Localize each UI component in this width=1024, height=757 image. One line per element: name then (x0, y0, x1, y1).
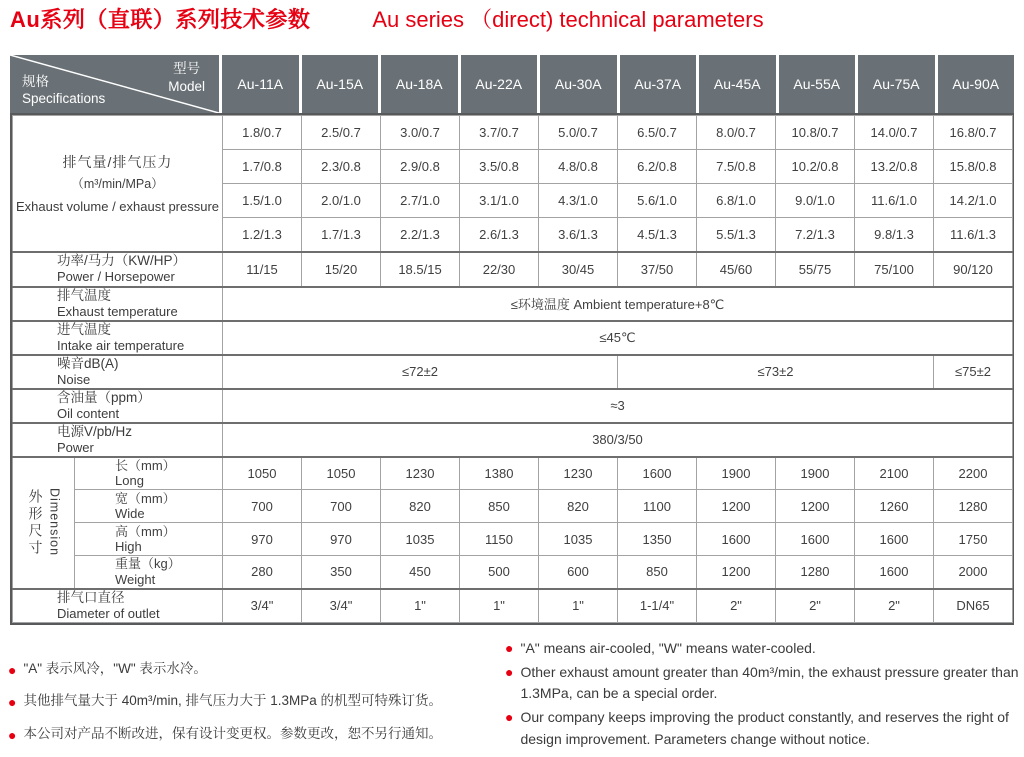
dimension-label-en: Dimension (47, 488, 62, 557)
table-cell: 3.0/0.7 (381, 116, 460, 150)
table-cell: 15.8/0.8 (934, 150, 1013, 184)
row-label-power-supply (13, 423, 223, 457)
table-row (13, 490, 1013, 523)
table-cell: 450 (381, 556, 460, 589)
power-hp-label-zh: 功率/马力（KW/HP） (57, 253, 187, 269)
table-cell: 7.5/0.8 (697, 150, 776, 184)
table-cell: 2.7/1.0 (381, 184, 460, 218)
weight-label-zh: 重量（kg） (115, 556, 181, 572)
dimension-label-zh: 外形尺寸 (27, 488, 44, 557)
table-cell: 500 (460, 556, 539, 589)
row-label-noise (13, 355, 223, 389)
table-cell: 5.5/1.3 (697, 218, 776, 252)
exhaust-temp-label-en: Exhaust temperature (57, 303, 178, 319)
footnote-item (505, 638, 1019, 660)
table-cell: 1230 (381, 457, 460, 490)
table-cell: 1200 (776, 490, 855, 523)
table-cell: 1035 (381, 523, 460, 556)
model-column-header: Au-75A (858, 55, 938, 113)
table-cell: 1900 (697, 457, 776, 490)
noise-value: ≤73±2 (618, 355, 934, 389)
bullet-icon: ● (505, 663, 514, 680)
spec-table (10, 113, 1014, 625)
table-cell: 2200 (934, 457, 1013, 490)
footnote-text: 其他排气量大于 40m³/min, 排气压力大于 1.3MPa 的机型可特殊订货。 (23, 693, 443, 709)
table-row (13, 287, 1013, 321)
footnote-text: Our company keeps improving the product constantly, and reserves the right of design improvement. Parameters change without notice. (520, 709, 1009, 747)
table-cell: 2" (855, 589, 934, 623)
table-row (13, 457, 1013, 490)
table-cell: 3/4" (223, 589, 302, 623)
footnotes-en (505, 638, 1019, 752)
footnote-text: Other exhaust amount greater than 40m³/min, the exhaust pressure greater than 1.3MPa, can be a special order. (520, 663, 1019, 702)
table-cell: 3/4" (302, 589, 381, 623)
table-cell: 1350 (618, 523, 697, 556)
table-cell: 2.0/1.0 (302, 184, 381, 218)
table-cell: 14.2/1.0 (934, 184, 1013, 218)
table-cell: 11/15 (223, 252, 302, 287)
table-cell: 1600 (697, 523, 776, 556)
footnotes-zh (8, 660, 488, 757)
table-cell: 700 (302, 490, 381, 523)
table-cell: 75/100 (855, 252, 934, 287)
row-label-power-hp (13, 252, 223, 287)
table-cell: 5.0/0.7 (539, 116, 618, 150)
table-cell: 2.3/0.8 (302, 150, 381, 184)
table-cell: 13.2/0.8 (855, 150, 934, 184)
page-title-en: Au series （direct) technical parameters (372, 7, 764, 32)
bullet-icon: ● (8, 726, 17, 743)
high-label-en: High (115, 539, 142, 554)
table-cell: 1" (381, 589, 460, 623)
power-supply-label-zh: 电源V/pb/Hz (57, 423, 133, 439)
table-cell: 45/60 (697, 252, 776, 287)
table-row (13, 116, 1013, 150)
table-cell: 850 (460, 490, 539, 523)
table-cell: 1.7/1.3 (302, 218, 381, 252)
table-cell: 2.5/0.7 (302, 116, 381, 150)
table-cell: 970 (302, 523, 381, 556)
table-cell: 6.2/0.8 (618, 150, 697, 184)
row-label-exhaust-temp (13, 287, 223, 321)
oil-label-en: Oil content (57, 405, 120, 421)
table-cell: 7.2/1.3 (776, 218, 855, 252)
table-cell: 820 (539, 490, 618, 523)
model-column-header: Au-45A (699, 55, 779, 113)
table-row (13, 523, 1013, 556)
table-cell: 1380 (460, 457, 539, 490)
bullet-icon: ● (505, 640, 514, 656)
table-cell: 3.1/1.0 (460, 184, 539, 218)
table-row (13, 355, 1013, 389)
outlet-label-zh: 排气口直径 (57, 590, 125, 606)
exhaust-temp-value: ≤环境温度 Ambient temperature+8℃ (223, 287, 1013, 321)
table-cell: 22/30 (460, 252, 539, 287)
row-label-long (75, 457, 223, 490)
table-row (13, 556, 1013, 589)
table-cell: 1900 (776, 457, 855, 490)
table-cell: 4.5/1.3 (618, 218, 697, 252)
model-header-label (168, 60, 205, 95)
table-cell: 700 (223, 490, 302, 523)
table-cell: 18.5/15 (381, 252, 460, 287)
table-cell: 2.9/0.8 (381, 150, 460, 184)
table-cell: 9.8/1.3 (855, 218, 934, 252)
bullet-icon: ● (8, 662, 17, 678)
table-cell: 1100 (618, 490, 697, 523)
outlet-label-en: Diameter of outlet (57, 606, 160, 622)
table-cell: 11.6/1.3 (934, 218, 1013, 252)
power-hp-label-en: Power / Horsepower (57, 269, 175, 285)
row-label-high (75, 523, 223, 556)
footnote-text: "A" means air-cooled, "W" means water-cooled. (520, 640, 816, 656)
intake-temp-value: ≤45℃ (223, 321, 1013, 355)
oil-value: ≈3 (223, 389, 1013, 423)
intake-temp-label-en: Intake air temperature (57, 337, 185, 353)
table-cell: 1050 (223, 457, 302, 490)
table-cell: 1230 (539, 457, 618, 490)
wide-label-zh: 宽（mm） (115, 490, 176, 506)
table-cell: 2.2/1.3 (381, 218, 460, 252)
table-cell: 1200 (697, 490, 776, 523)
table-cell: 1.8/0.7 (223, 116, 302, 150)
table-row (13, 589, 1013, 623)
page-title (10, 3, 764, 34)
table-cell: 10.2/0.8 (776, 150, 855, 184)
table-cell: 1280 (776, 556, 855, 589)
long-label-en: Long (115, 473, 144, 489)
table-cell: 14.0/0.7 (855, 116, 934, 150)
table-cell: 37/50 (618, 252, 697, 287)
table-cell: 350 (302, 556, 381, 589)
table-cell: 1.7/0.8 (223, 150, 302, 184)
table-cell: 2.6/1.3 (460, 218, 539, 252)
table-cell: 16.8/0.7 (934, 116, 1013, 150)
long-label-zh: 长（mm） (115, 457, 176, 473)
exhaust-label-zh: 排气量/排气压力 (62, 154, 173, 171)
page-title-zh: Au系列（直联）系列技术参数 (10, 7, 311, 32)
row-label-intake-temp (13, 321, 223, 355)
table-cell: 850 (618, 556, 697, 589)
spec-label-en: Specifications (22, 91, 106, 107)
table-cell: 4.8/0.8 (539, 150, 618, 184)
table-row (13, 252, 1013, 287)
model-label-zh: 型号 (173, 61, 201, 76)
noise-value: ≤72±2 (223, 355, 618, 389)
power-supply-value: 380/3/50 (223, 423, 1013, 457)
table-cell: 9.0/1.0 (776, 184, 855, 218)
spec-table-body (12, 115, 1013, 623)
oil-label-zh: 含油量（ppm） (57, 389, 151, 405)
table-cell: DN65 (934, 589, 1013, 623)
spec-model-diagonal-cell (10, 55, 222, 113)
wide-label-en: Wide (115, 506, 145, 521)
table-cell: 2000 (934, 556, 1013, 589)
row-label-weight (75, 556, 223, 589)
table-row (13, 423, 1013, 457)
row-label-wide (75, 490, 223, 523)
high-label-zh: 高（mm） (115, 523, 176, 539)
footnote-item (8, 660, 488, 680)
table-cell: 600 (539, 556, 618, 589)
table-cell: 10.8/0.7 (776, 116, 855, 150)
table-cell: 1600 (776, 523, 855, 556)
spec-label-zh: 规格 (22, 73, 49, 89)
table-cell: 1" (460, 589, 539, 623)
table-cell: 6.5/0.7 (618, 116, 697, 150)
table-cell: 1280 (934, 490, 1013, 523)
intake-temp-label-zh: 进气温度 (57, 321, 111, 337)
table-cell: 1050 (302, 457, 381, 490)
table-cell: 4.3/1.0 (539, 184, 618, 218)
model-label-en: Model (168, 78, 205, 94)
spec-header-label (22, 73, 105, 108)
footnote-item (8, 692, 488, 712)
table-cell: 1035 (539, 523, 618, 556)
table-cell: 2" (697, 589, 776, 623)
table-cell: 90/120 (934, 252, 1013, 287)
footnote-item (505, 662, 1019, 705)
table-cell: 1750 (934, 523, 1013, 556)
footnote-text: "A" 表示风冷，"W" 表示水冷。 (23, 661, 207, 676)
model-column-header: Au-22A (461, 55, 541, 113)
row-label-oil (13, 389, 223, 423)
table-cell: 55/75 (776, 252, 855, 287)
table-cell: 11.6/1.0 (855, 184, 934, 218)
table-row (13, 321, 1013, 355)
model-column-header: Au-55A (779, 55, 859, 113)
exhaust-label-unit: （m³/min/MPa） (71, 177, 164, 192)
model-column-header: Au-90A (938, 55, 1015, 113)
table-row (13, 389, 1013, 423)
table-cell: 8.0/0.7 (697, 116, 776, 150)
table-cell: 3.5/0.8 (460, 150, 539, 184)
table-cell: 3.6/1.3 (539, 218, 618, 252)
noise-label-en: Noise (57, 371, 91, 387)
table-cell: 1600 (618, 457, 697, 490)
noise-label-zh: 噪音dB(A) (57, 355, 119, 371)
table-cell: 2100 (855, 457, 934, 490)
dimension-group-label (13, 457, 75, 589)
bullet-icon: ● (8, 694, 17, 711)
power-supply-label-en: Power (57, 439, 94, 455)
table-cell: 2" (776, 589, 855, 623)
table-header-row (10, 55, 1014, 113)
model-column-header: Au-18A (381, 55, 461, 113)
table-cell: 1150 (460, 523, 539, 556)
table-cell: 1600 (855, 523, 934, 556)
table-cell: 15/20 (302, 252, 381, 287)
weight-label-en: Weight (115, 571, 156, 587)
table-cell: 6.8/1.0 (697, 184, 776, 218)
table-cell: 280 (223, 556, 302, 589)
bullet-icon: ● (505, 709, 514, 726)
exhaust-label-en: Exhaust volume / exhaust pressure (15, 199, 220, 215)
footnote-text: 本公司对产品不断改进，保有设计变更权。参数更改，恕不另行通知。 (23, 725, 442, 741)
table-cell: 30/45 (539, 252, 618, 287)
table-cell: 1" (539, 589, 618, 623)
table-cell: 1.2/1.3 (223, 218, 302, 252)
table-cell: 1-1/4" (618, 589, 697, 623)
table-cell: 1.5/1.0 (223, 184, 302, 218)
table-cell: 820 (381, 490, 460, 523)
row-label-exhaust (13, 116, 223, 252)
exhaust-temp-label-zh: 排气温度 (57, 287, 111, 303)
table-cell: 3.7/0.7 (460, 116, 539, 150)
table-cell: 1200 (697, 556, 776, 589)
table-cell: 1260 (855, 490, 934, 523)
table-cell: 970 (223, 523, 302, 556)
table-cell: 5.6/1.0 (618, 184, 697, 218)
row-label-outlet (13, 589, 223, 623)
noise-value: ≤75±2 (934, 355, 1013, 389)
footnote-item (505, 707, 1019, 750)
model-column-header: Au-11A (222, 55, 302, 113)
model-column-header: Au-30A (540, 55, 620, 113)
table-cell: 1600 (855, 556, 934, 589)
model-column-header: Au-37A (620, 55, 700, 113)
model-column-header: Au-15A (302, 55, 382, 113)
